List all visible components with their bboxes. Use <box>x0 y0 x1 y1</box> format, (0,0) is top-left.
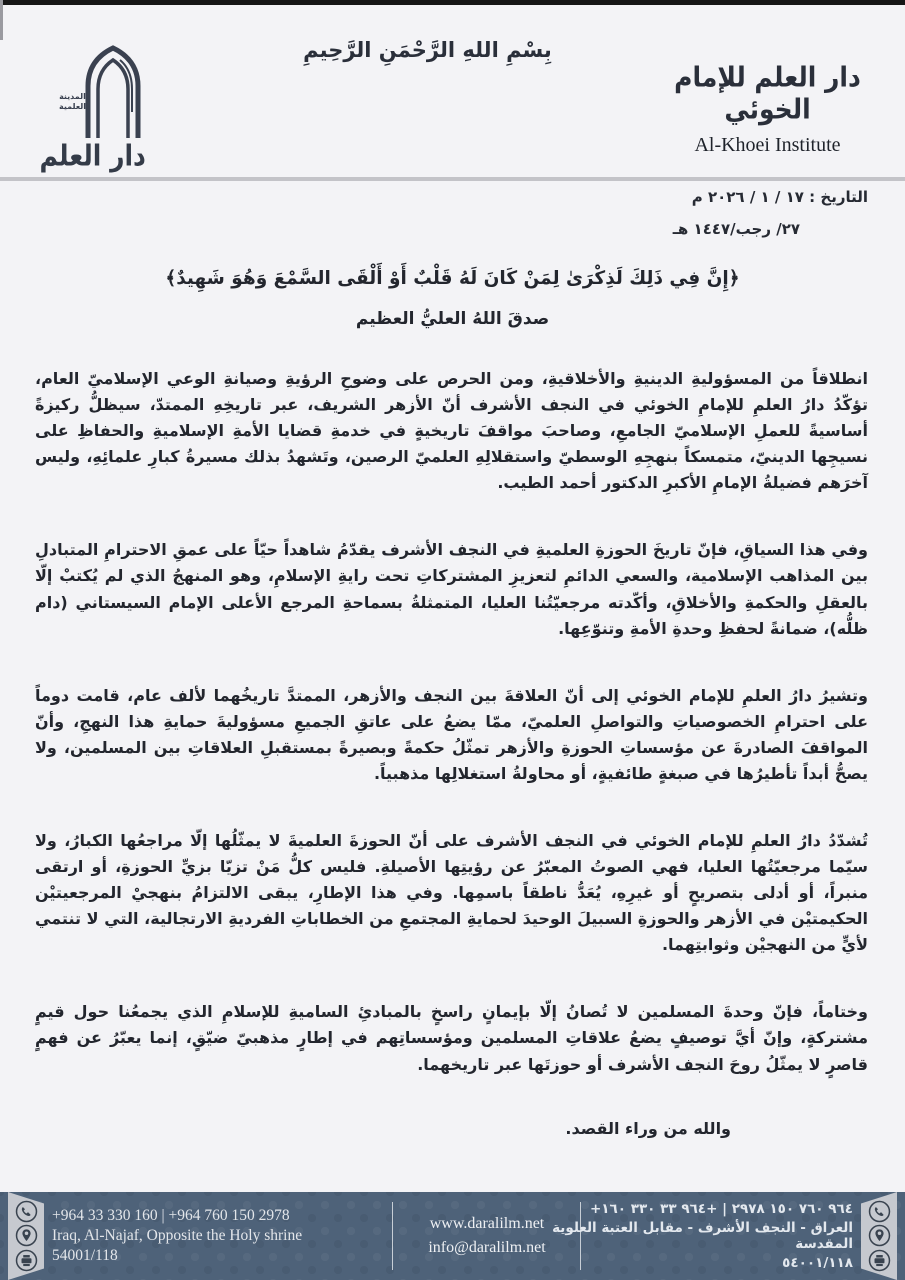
date-block <box>0 188 905 238</box>
letterhead <box>0 12 905 177</box>
header-divider-line <box>0 177 905 181</box>
fax-icon <box>868 1249 891 1272</box>
paragraph-1: انطلاقاً من المسؤوليةِ الدينيةِ والأخلاقيةِ، ومن الحرص على وضوحِ الرؤيةِ وصيانةِ الوعي الإسلاميّ العام، تؤكّدُ دارُ العلمِ للإمامِ الخوئي في النجف الأشرف أنّ الأزهر الشريف، عبر تاريخِهِ الممتدّ، سيظلُّ ركيزةً أساسيةً للعملِ الإسلاميّ الجامعِ، وصاحبَ مواقفَ تاريخيةٍ في خدمةِ قضايا الأمةِ الإسلاميةِ والحفاظِ على نسيجِها الدينيّ، متمسكاً بنهجِهِ الوسطيّ واستقلالِهِ العلميّ الرصين، وتَشهدُ بذلك مسيرةُ كبارِ علمائِهِ، وليس آخرَهم فضيلةُ الإمامِ الأكبرِ الدكتور أحمد الطيب. <box>35 369 868 493</box>
date-gregorian: التاريخ : ١٧ / ١ / ٢٠٢٦ م <box>691 188 868 206</box>
footer-email: info@daralilm.net <box>428 1239 546 1256</box>
footer-phones-en: +964 33 330 160 | +964 760 150 2978 <box>52 1207 290 1224</box>
footer-address-ar: العراق - النجف الأشرف - مقابل العتبة العلوية المقدسة <box>552 1220 853 1252</box>
footer-phones-ar: +٩٦٤ ٧٦٠ ١٥٠ ٢٩٧٨ | +٩٦٤ ٣٣ ٣٣٠ ١٦٠ <box>589 1201 853 1217</box>
arch-icon <box>66 40 160 140</box>
footer-contact-english <box>52 1192 387 1280</box>
paragraph-2: وفي هذا السياقِ، فإنّ تاريخَ الحوزةِ العلميةِ في النجف الأشرف يقدّمُ شاهداً حيّاً على عمقِ الاحترامِ المتبادلِ بين المذاهب الإسلامية، والسعي الدائمِ لتعزيزِ المشتركاتِ تحت رايةِ الإسلامِ، وهو المنهجُ الذي لم يُكتبْ إلّا بالعقلِ والحكمةِ والأخلاقِ، وأكّدته مرجعيّتُنا العليا، المتمثلةُ بسماحةِ المرجع الأعلى الإمام السيستاني (دام ظلُّه)، ضمانةً لحفظِ وحدةِ الأمةِ وتنوّعِها. <box>35 540 868 638</box>
logo-side-text: المدينة العلمية <box>58 92 86 112</box>
footer-band <box>0 1192 905 1280</box>
footer-right-ribbon <box>861 1192 897 1280</box>
organization-name-arabic: دار العلم للإمام الخوئي <box>674 61 861 125</box>
footer-pobox-en: 54001/118 <box>52 1247 118 1264</box>
phone-icon <box>868 1200 891 1223</box>
phone-icon <box>15 1200 38 1223</box>
letter-body <box>35 366 868 1216</box>
quran-verse: ﴿إِنَّ فِي ذَلِكَ لَذِكْرَىٰ لِمَنْ كَانَ لَهُ قَلْبٌ أَوْ أَلْقَى السَّمْعَ وَهُوَ شَهِيدٌ﴾ <box>165 268 740 289</box>
organization-header <box>630 12 905 177</box>
footer-pobox-ar: ٥٤٠٠١/١١٨ <box>782 1255 853 1271</box>
verse-attribution: صدقَ اللهُ العليُّ العظيم <box>355 309 550 329</box>
footer-address-en: Iraq, Al-Najaf, Opposite the Holy shrine <box>52 1227 303 1244</box>
al-khoei-institute-logo <box>38 40 188 173</box>
bismillah-wrap <box>225 12 630 177</box>
logo-wrap <box>0 12 225 177</box>
organization-name-english: Al-Khoei Institute <box>694 134 841 156</box>
paragraph-5: وختاماً، فإنّ وحدةَ المسلمين لا تُصانُ إلّا بإيمانٍ راسخٍ بالمبادئِ الساميةِ للإسلامِ الذي يجمعُنا حول قيمٍ مشتركةٍ، وإنّ أيَّ توصيفٍ يضعُ علاقاتِ المسلمين ومؤسساتِهم في إطارٍ مذهبيّ ضيّقٍ، إنما يعبّرُ عن فهمٍ قاصرٍ لا يمثّلُ روحَ النجف الأشرف أو حوزتَها عبر تاريخهما. <box>35 1002 868 1074</box>
closing-line: والله من وراء القصد. <box>565 1118 731 1138</box>
fax-icon <box>15 1249 38 1272</box>
location-icon <box>868 1224 891 1247</box>
location-icon <box>15 1224 38 1247</box>
paragraph-4: تُشدّدُ دارُ العلمِ للإمام الخوئي في النجف الأشرف على أنّ الحوزةَ العلميةَ لا يمثّلُها إلّا مراجعُها الكبارُ، ولا سيّما مرجعيّتُها العليا، فهي الصوتُ المعبّرُ عن رؤيتِها الأصيلةِ. فليس كلُّ مَنْ تزيّا بزيِّ الحوزةِ، أو ارتقى منبراً، أو أدلى بتصريحٍ أو غيرِهِ، يُعَدُّ ناطقاً باسمِها. وفي هذا الإطارِ، يبقى الالتزامُ بنهجيْ المرجعيتيْن الحكيمتيْن في الأزهر والحوزةِ السبيلَ الوحيدَ لحمايةِ المجتمعِ من الخطاباتِ الفرديةِ الارتجالية، التي لا تنتمي لأيٍّ من النهجيْن وثوابتِهما. <box>35 831 868 955</box>
scan-top-edge <box>0 0 905 5</box>
footer-left-ribbon <box>8 1192 44 1280</box>
bismillah-calligraphy: بِسْمِ اللهِ الرَّحْمَنِ الرَّحِيمِ <box>303 38 552 62</box>
logo-kufic-text: دار العلم <box>39 138 146 173</box>
footer-contact-arabic <box>533 1192 853 1280</box>
date-hijri: ٢٧/ رجب/١٤٤٧ هـ <box>672 220 800 238</box>
paragraph-3: وتشيرُ دارُ العلمِ للإمام الخوئي إلى أنّ العلاقةَ بين النجف والأزهر، الممتدَّ تاريخُهما لألف عام، قامت دوماً على احترامِ الخصوصياتِ والتواصلِ العلميّ، ممّا يضعُ على عاتقِ الجميعِ مسؤوليةَ حمايةِ هذا النهجِ، وأنّ المواقفَ الصادرةَ عن مؤسساتِ الحوزةِ والأزهر تمثّلُ حكمةً وبصيرةً بمستقبلِ العلاقاتِ بين المسلمين، ولا يصحُّ أبداً تأطيرُها في صبغةٍ طائفيةٍ، أو محاولةُ استغلالِها مذهبياً. <box>35 685 868 783</box>
footer-separator-left <box>392 1202 393 1270</box>
footer-website: www.daralilm.net <box>429 1215 545 1232</box>
